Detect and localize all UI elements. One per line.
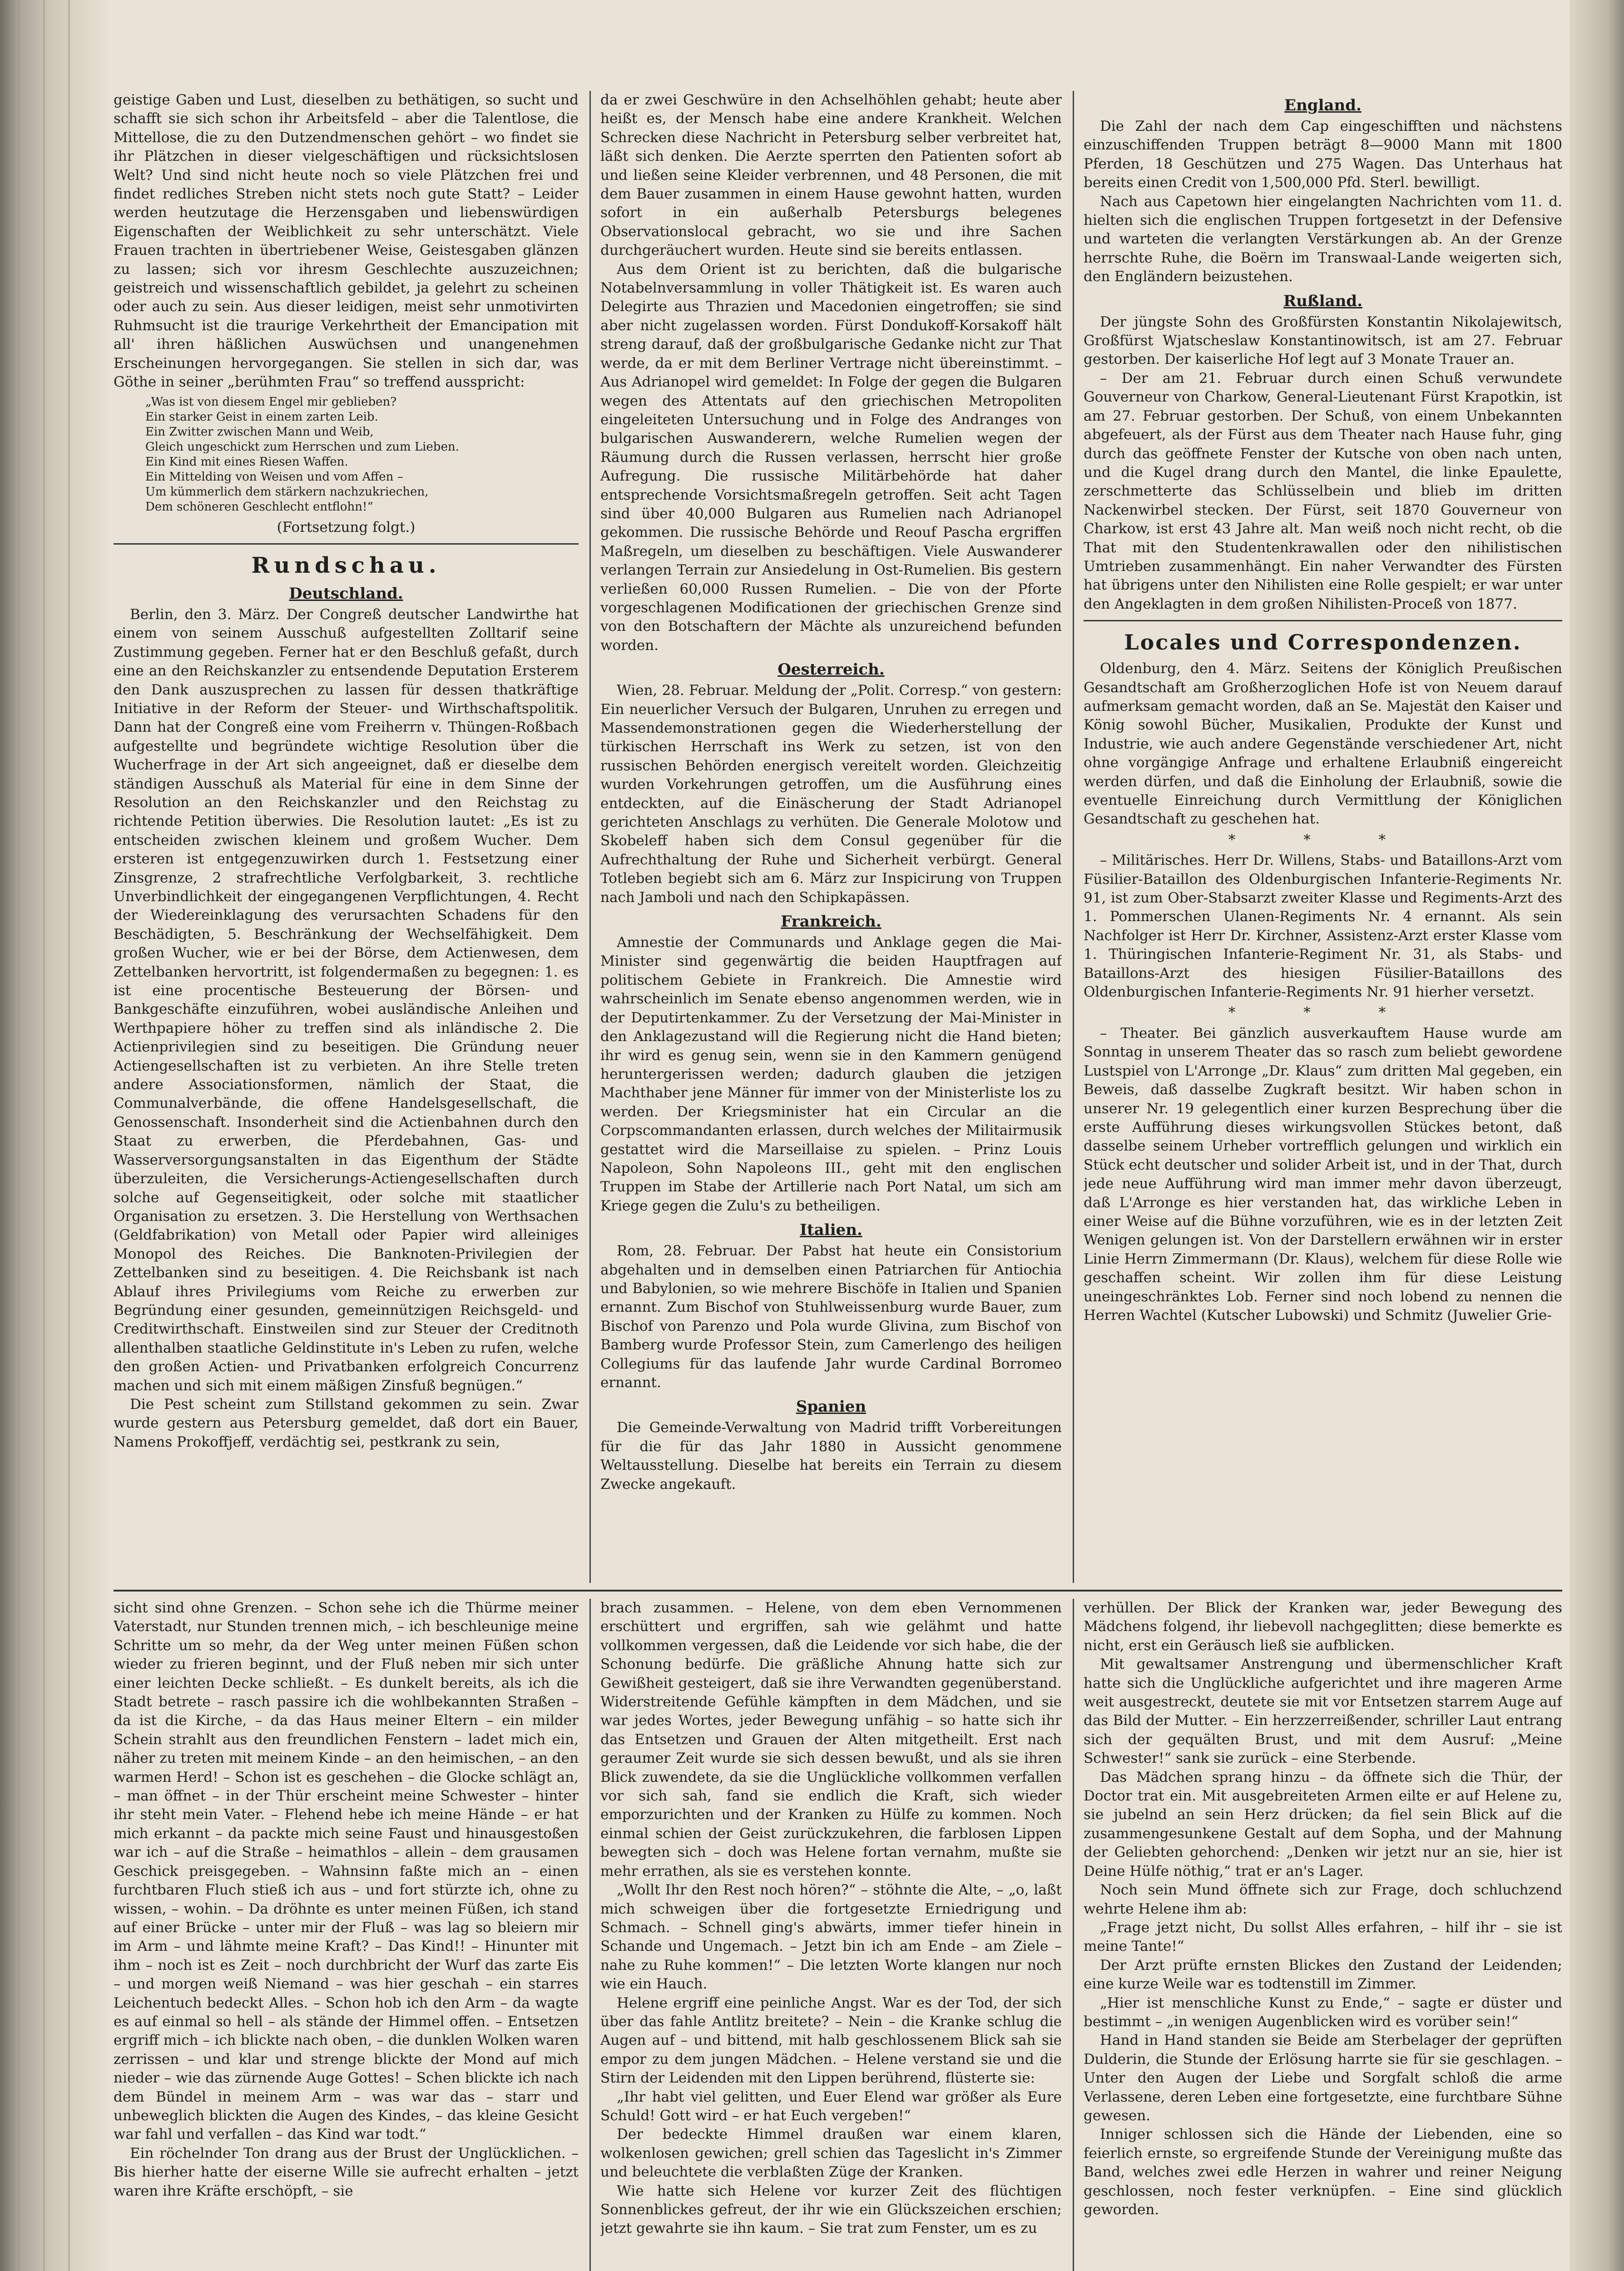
article-text: Aus dem Orient ist zu berichten, daß die bulgarische Notabelnversammlung in voller Thätigkeit ist. Es waren auch Delegirte aus Thrazien und Macedonien eingetroffen; sie sind aber nicht zugelassen worden. Fürst Dondukoff-Korsakoff hält streng darauf, daß der großbulgarische Gedanke nicht zur That werde, da er mit dem Berliner Vertrage nicht übereinstimmt. – Aus Adrianopel wird gemeldet: In Folge der gegen die Bulgaren wegen des Attentats auf den griechischen Metropoliten eingeleiteten Untersuchung und in Folge des Andranges von bulgarischen Auswanderern, welche Rumelien wegen der Räumung durch die Russen verlassen, herrscht hier große Aufregung. Die russische Militärbehörde hat daher entsprechende Vorsichtsmaßregeln getroffen. Seit acht Tagen sind über 40,000 Bulgaren aus Rumelien nach Adrianopel gekommen. Die russische Behörde und Reouf Pascha ergriffen Maßregeln, um dieselben zu beschäftigen. Viele Auswanderer verlangen Terrain zur Ansiedelung in Ost-Rumelien. Bis gestern verließen 60,000 Russen Rumelien. – Die von der Pforte vorgeschlagenen Modificationen der griechischen Grenze sind von den Botschaftern der Mächte als unzureichend befunden worden. <box>600 261 1062 654</box>
scan-left-binding <box>0 0 109 2271</box>
quote-line: Ein Mittelding von Weisen und vom Affen – <box>145 470 403 484</box>
quote-line: „Was ist von diesem Engel mir geblieben? <box>145 395 397 409</box>
story-text: „Wollt Ihr den Rest noch hören?“ – stöhnte die Alte, – „o, laßt mich schweigen über die fortgesetzte Erniedrigung und Schmach. – Schnell ging's abwärts, immer tiefer hinein in Schande und Ungemach. – Jetzt bin ich am Ende – am Ziele – nahe zu Ruhe kommen!“ – Die letzten Worte klangen nur noch wie ein Hauch. <box>600 1882 1062 1993</box>
article-text: Rom, 28. Februar. Der Pabst hat heute ein Consistorium abgehalten und in demselben einen Patriarchen für Antiochia und Babylonien, so wie mehrere Bischöfe in Italien und Spanien ernannt. Zum Bischof von Stuhlweissenburg wurde Bauer, zum Bischof von Parenzo und Pola wurde Glivina, zum Bischof von Bamberg wurde Professor Stein, zum Camerlengo des heiligen Collegiums für das laufende Jahr wurde Cardinal Borromeo ernannt. <box>600 1243 1062 1391</box>
story-text: Mit gewaltsamer Anstrengung und übermenschlicher Kraft hatte sich die Unglückliche aufgerichtet und ihre mageren Arme weit ausgestreckt, deutete sie mit vor Entsetzen starrem Auge auf das Bild der Mutter. – Ein herzzerreißender, schriller Laut entrang sich der gequälten Brust, und mit dem Ausruf: „Meine Schwester!“ sank sie zurück – eine Sterbende. <box>1084 1656 1562 1767</box>
quote-line: Ein Zwitter zwischen Mann und Weib, <box>145 425 374 439</box>
story-text: Das Mädchen sprang hinzu – da öffnete sich die Thür, der Doctor trat ein. Mit ausgebreiteten Armen eilte er auf Helene zu, sie jubelnd an sein Herz drücken; da fiel sein Blick auf die zusammengesunkene Gestalt auf dem Sopha, und der Mahnung der Geliebten gehorchend: „Denken wir jetzt nur an sie, hier ist Deine Hülfe nöthig,“ trat er an's Lager. <box>1084 1769 1562 1879</box>
subsection-heading: Deutschland. <box>289 584 403 603</box>
article-text: Die Pest scheint zum Stillstand gekommen zu sein. Zwar wurde gestern aus Petersburg gemeldet, daß dort ein Bauer, Namens Prokoffjeff, verdächtig sei, pestkrank zu sein, <box>114 1396 579 1450</box>
story-text: „Hier ist menschliche Kunst zu Ende,“ – sagte er düster und bestimmt – „in wenigen Augenblicken wird es vorüber sein!“ <box>1084 1994 1562 2030</box>
article-text: Oldenburg, den 4. März. Seitens der Königlich Preußischen Gesandtschaft am Großherzoglichen Hofe ist von Neuem darauf aufmerksam gemacht worden, daß an Se. Majestät den Kaiser und König sowohl Bücher, Musikalien, Produkte der Kunst und Industrie, wie auch andere Gegenstände verschiedener Art, nicht ohne vorgängige Anfrage und erhaltene Erlaubniß eingereicht werden dürfen, und daß die Einholung der Erlaubniß, sowie die eventuelle Einreichung durch Vermittlung der Königlichen Gesandtschaft zu geschehen hat. <box>1084 660 1562 828</box>
story-text: Helene ergriff eine peinliche Angst. War es der Tod, der sich über das fahle Antlitz breitete? – Nein – die Kranke schlug die Augen auf – und bittend, mit halb geschlossenem Blick sah sie empor zu dem jungen Mädchen. – Helene verstand sie und die Stirn der Leidenden mit den Lippen berührend, flüsterte sie: <box>600 1994 1062 2087</box>
page-edge-line <box>18 0 20 2271</box>
story-text: „Frage jetzt nicht, Du sollst Alles erfahren, – hilf ihr – sie ist meine Tante!“ <box>1084 1919 1562 1955</box>
article-text: Nach aus Capetown hier eingelangten Nachrichten vom 11. d. hielten sich die englischen Truppen fortgesetzt in der Defensive und warteten die verlangten Verstärkungen ab. An der Grenze herrschte Ruhe, die Boërn im Transwaal-Lande weigerten sich, den Engländern beizustehen. <box>1084 193 1562 285</box>
quote-line: Dem schöneren Geschlecht entflohn!“ <box>145 500 373 514</box>
feuilleton-column-1 <box>114 1599 579 2271</box>
section-heading: Locales und Correspondenzen. <box>1124 630 1522 655</box>
story-text: verhüllen. Der Blick der Kranken war, jeder Bewegung des Mädchens folgend, ihr liebevoll nachgeglitten; diese bemerkte es nicht, erst ein Geräusch ließ sie aufblicken. <box>1084 1600 1562 1654</box>
article-text: Der jüngste Sohn des Großfürsten Konstantin Nikolajewitsch, Großfürst Wjatscheslaw Konstantinowitsch, ist am 27. Februar gestorben. Der kaiserliche Hof legt auf 3 Monate Trauer an. <box>1084 313 1562 368</box>
asterism: * * * <box>1228 831 1418 848</box>
article-text: Wien, 28. Februar. Meldung der „Polit. Corresp.“ von gestern: Ein neuerlicher Versuch der Bulgaren, Unruhen zu erregen und Massendemonstrationen gegen die Wiederherstellung der türkischen Herrschaft ins Werk zu setzen, ist von den russischen Behörden energisch vereitelt worden. Gleichzeitig wurden Vorkehrungen getroffen, um die Ausführung eines entdeckten, auf die Einäscherung der Stadt Adrianopel gerichteten Anschlags zu verhüten. Die Generale Molotow und Skobeleff haben sich dem Consul gegenüber für die Aufrechthaltung der Ruhe und Sicherheit verbürgt. General Totleben begiebt sich am 6. März zur Inspicirung von Truppen nach Jamboli und nach den Schipkapässen. <box>600 682 1062 906</box>
story-text: Ein röchelnder Ton drang aus der Brust der Unglücklichen. – Bis hierher hatte der eiserne Wille sie aufrecht erhalten – jetzt waren ihre Kräfte erschöpft, – sie <box>114 2145 579 2199</box>
section-divider <box>1084 620 1562 621</box>
story-text: sicht sind ohne Grenzen. – Schon sehe ich die Thürme meiner Vaterstadt, nur Stunden trennen mich, – ich beschleunige meine Schritte um so mehr, da der Weg unter meinen Füßen schon wieder zu frieren beginnt, und der Fluß neben mir sich unter einer leichten Decke schließt. – Es dunkelt bereits, als ich die Stadt betrete – rasch passire ich die wohlbekannten Straßen – da ist die Kirche, – da das Haus meiner Eltern – ein milder Schein strahlt aus den freundlichen Fenstern – ladet mich ein, näher zu treten mit meinem Kinde – an den heimischen, – an den warmen Herd! – Schon ist es geschehen – die Glocke schlägt an, – man öffnet – in der Thür erscheint meine Schwester – hinter ihr steht mein Vater. – Flehend hebe ich meine Hände – er hat mich erkannt – da packte mich seine Faust und hinausgestoßen war ich – auf die Straße – heimathlos – allein – dem grausamen Geschick preisgegeben. – Wahnsinn faßte mich an – einen furchtbaren Fluch stieß ich aus – und fort stürzte ich, ohne zu wissen, – wohin. – Da dröhnte es unter meinen Füßen, ich stand auf einer Brücke – unter mir der Fluß – was lag so bleiern mir im Arm – und lähmte meine Kraft? – Das Kind!! – Hinunter mit ihm – noch ist es Zeit – noch durchbricht der Wurf das zarte Eis – und morgen weiß Niemand – was hier geschah – ein starres Leichentuch bedeckt Alles. – Schon hob ich den Arm – da wagte es auf einmal so hell – als stände der Himmel offen. – Entsetzen ergriff mich – ich blickte nach oben, – die dunklen Wolken waren zerrissen – und klar und strenge blickte der Mond auf mich nieder – wie das zürnende Auge Gottes! – Schen blickte ich nach dem Bündel in meinem Arm – was war das – starr und unbeweglich blickten die Augen des Kindes, – das kleine Gesicht war fahl und verfallen – das Kind war todt.“ <box>114 1600 579 2143</box>
article-text: – Theater. Bei gänzlich ausverkauftem Hause wurde am Sonntag in unserem Theater das so rasch zum beliebt gewordene Lustspiel von L'Arronge „Dr. Klaus“ zum dritten Mal gegeben, ein Beweis, daß dasselbe Zugkraft besitzt. Wir haben schon in unserer Nr. 19 gelegentlich einer kurzen Besprechung über die erste Aufführung dieses wirkungsvollen Stückes betont, daß dasselbe seinem Urheber vortrefflich gelungen und wirklich ein Stück echt deutscher und solider Arbeit ist, und in der That, durch jede neue Aufführung wird man immer mehr davon überzeugt, daß L'Arronge es hier verstanden hat, das wirkliche Leben in einer Weise auf die Bühne vorzuführen, wie es in der letzten Zeit Wenigen gelungen ist. Von der Darstellern erwähnen wir in erster Linie Herrn Zimmermann (Dr. Klaus), welchem für diese Rolle wie geschaffen scheint. Wir zollen ihm für diese Leistung uneingeschränktes Lob. Ferner sind noch lobend zu nennen die Herren Wachtel (Kutscher Lubowski) und Schmitz (Juwelier Grie- <box>1084 1025 1562 1324</box>
scan-right-edge <box>1570 0 1624 2271</box>
article-text: – Der am 21. Februar durch einen Schuß verwundete Gouverneur von Charkow, General-Lieutenant Fürst Krapotkin, ist am 27. Februar gestorben. Der Schuß, von einem Unbekannten abgefeuert, als der Fürst aus dem Theater nach Hause fuhr, ging durch das geöffnete Fenster der Kutsche von oben nach unten, und die Kugel drang durch den Mantel, die linke Epaulette, zerschmetterte das Schlüsselbein und blieb im dritten Nackenwirbel stecken. Der Fürst, seit 1870 Gouverneur von Charkow, ist erst 43 Jahre alt. Man weiß noch nicht recht, ob die That mit den Studentenkrawallen oder den nihilistischen Umtrieben zusammenhängt. Ein naher Verwandter des Fürsten hat übrigens unter den Nihilisten eine Rolle gespielt; er war unter den Angeklagten in dem großen Nihilisten-Proceß von 1877. <box>1084 370 1562 612</box>
newspaper-page <box>114 91 1562 2271</box>
article-text: – Militärisches. Herr Dr. Willens, Stabs- und Bataillons-Arzt vom Füsilier-Bataillon des Oldenburgischen Infanterie-Regiments Nr. 91, ist zum Ober-Stabsarzt zweiter Klasse und Regiments-Arzt des 1. Pommerschen Ulanen-Regiments Nr. 4 ernannt. Als sein Nachfolger ist Herr Dr. Kirchner, Assistenz-Arzt erster Klasse vom 1. Thüringischen Infanterie-Regiment Nr. 31, als Stabs- und Bataillons-Arzt des hiesigen Füsilier-Bataillons des Oldenburgischen Infanterie-Regiments Nr. 91 hierher versetzt. <box>1084 852 1562 1001</box>
quote-line: Ein starker Geist in einem zarten Leib. <box>145 410 378 424</box>
section-divider <box>114 543 579 545</box>
column-rule <box>589 1599 591 2271</box>
story-text: brach zusammen. – Helene, von dem eben Vernommenen erschüttert und ergriffen, sah wie gelähmt und hatte vollkommen vergessen, daß die Leidende vor sich habe, die der Schonung bedürfe. Die gräßliche Ahnung hatte sich zur Gewißheit gesteigert, daß sie ihre Verwandten gegenüberstand. Widerstreitende Gefühle kämpften in dem Mädchen, und sie war jedes Wortes, jeder Bewegung unfähig – so hatte sich ihr das Entsetzen und Grauen der Alten mitgetheilt. Erst nach geraumer Zeit wurde sie sich dessen bewußt, und als sie ihren Blick zuwendete, da sie die Unglückliche vollkommen verfallen vor sich sah, fand sie endlich die Kraft, sich wieder emporzurichten und der Kranken zu Hülfe zu kommen. Noch einmal schien der Geist zurückzukehren, die farblosen Lippen bewegten sich – doch was Helene fortan vernahm, mußte sie mehr errathen, als sie es verstehen konnte. <box>600 1600 1062 1879</box>
page-edge-line <box>68 0 70 2271</box>
story-text: Hand in Hand standen sie Beide am Sterbelager der geprüften Dulderin, die Stunde der Erlösung harrte sie für sie geschlagen. – Unter den Augen der Liebe und Sorgfalt schloß die arme Verlassene, deren Leben eine fortgesetzte, eine furchtbare Sühne gewesen. <box>1084 2032 1562 2124</box>
article-text: Die Zahl der nach dem Cap eingeschifften und nächstens einzuschiffenden Truppen beträgt 8—9000 Mann mit 1800 Pferden, 18 Geschützen und 275 Wagen. Das Unterhaus hat bereits einen Credit von 1,500,000 Pfd. Sterl. bewilligt. <box>1084 118 1562 191</box>
column-rule <box>589 91 591 1583</box>
story-text: Wie hatte sich Helene vor kurzer Zeit des flüchtigen Sonnenblickes gefreut, der ihr wie ein Glückszeichen erschien; jetzt gewahrte sie ihn kaum. – Sie trat zum Fenster, um es zu <box>600 2182 1062 2237</box>
continued-note: (Fortsetzung folgt.) <box>277 519 416 536</box>
quote-line: Gleich ungeschickt zum Herrschen und zum Lieben. <box>145 440 459 454</box>
subsection-heading: Frankreich. <box>781 912 881 931</box>
story-text: Der bedeckte Himmel draußen war einem klaren, wolkenlosen gewichen; grell schien das Tageslicht in's Zimmer und beleuchtete die verblaßten Züge der Kranken. <box>600 2126 1062 2181</box>
page-edge-line <box>43 0 45 2271</box>
top-column-1 <box>114 91 579 1583</box>
asterism: * * * <box>1228 1004 1418 1021</box>
article-text: Die Gemeinde-Verwaltung von Madrid trifft Vorbereitungen für die für das Jahr 1880 in Aussicht genommene Weltausstellung. Dieselbe hat bereits ein Terrain zu diesem Zwecke angekauft. <box>600 1419 1062 1493</box>
column-rule <box>1073 91 1074 1583</box>
column-rule <box>1073 1599 1074 2271</box>
story-text: Der Arzt prüfte ernsten Blickes den Zustand der Leidenden; eine kurze Weile war es todtenstill im Zimmer. <box>1084 1957 1562 1993</box>
top-column-2 <box>600 91 1062 1583</box>
subsection-heading: Spanien <box>796 1398 866 1416</box>
feuilleton-column-2 <box>600 1599 1062 2271</box>
story-text: Noch sein Mund öffnete sich zur Frage, doch schluchzend wehrte Helene ihm ab: <box>1084 1882 1562 1917</box>
story-text: „Ihr habt viel gelitten, und Euer Elend war größer als Eure Schuld! Gott wird – er hat Euch vergeben!“ <box>600 2088 1062 2124</box>
feuilleton-divider <box>114 1590 1562 1592</box>
quote-line: Ein Kind mit eines Riesen Waffen. <box>145 455 348 469</box>
article-text: Amnestie der Communards und Anklage gegen die Mai-Minister sind gegenwärtig die beiden Hauptfragen auf politischem Gebiete in Frankreich. Die Amnestie wird wahrscheinlich im Senate ebenso angenommen werden, wie in der Deputirtenkammer. Zu der Versetzung der Mai-Minister in den Anklagezustand will die Regierung nicht die Hand bieten; ihr wird es genug sein, wenn sie in den Kammern genügend heruntergerissen werden; dadurch glauben die jetzigen Machthaber jene Männer für immer von der Ministerliste los zu werden. Der Kriegsminister hat ein Circular an die Corpscommandanten erlassen, durch welches der Militairmusik gestattet wird die Marseillaise zu spielen. – Prinz Louis Napoleon, Sohn Napoleons III., geht mit den englischen Truppen im Stabe der Artillerie nach Port Natal, um sich am Kriege gegen die Zulu's zu betheiligen. <box>600 934 1062 1214</box>
subsection-heading: Italien. <box>800 1221 862 1240</box>
article-text: da er zwei Geschwüre in den Achselhöhlen gehabt; heute aber heißt es, der Mensch habe eine andere Krankheit. Welchen Schrecken diese Nachricht in Petersburg selber verbreitet hat, läßt sich denken. Die Aerzte sperrten den Patienten sofort ab und ließen seine Kleider verbrennen, und 48 Personen, die mit dem Bauer zusammen in einem Hause gewohnt hatten, wurden sofort in ein außerhalb Petersburgs belegenes Observationslocal gebracht, wo sie und ihre Sachen durchgeräuchert wurden. Heute sind sie bereits entlassen. <box>600 92 1062 259</box>
subsection-heading: Oesterreich. <box>777 660 885 679</box>
subsection-heading: Rußland. <box>1283 292 1363 310</box>
subsection-heading: England. <box>1284 96 1362 114</box>
top-column-3 <box>1084 91 1562 1583</box>
poem-quote <box>145 395 579 515</box>
section-heading: Rundschau. <box>251 552 441 578</box>
article-text: Berlin, den 3. März. Der Congreß deutscher Landwirthe hat einem von seinem Ausschuß aufgestellten Zolltarif seine Zustimmung gegeben. Ferner hat er den Beschluß gefaßt, durch eine an den Reichskanzler zu entsendende Deputation Ersterem den Dank auszusprechen zu lassen für dessen thatkräftige Initiative in der Reform der Steuer- und Wirthschaftspolitik. Dann hat der Congreß eine vom Freiherrn v. Thüngen-Roßbach aufgestellte und begründete wichtige Resolution über die Wucherfrage in der Art sich angeeignet, daß er dieselbe dem ständigen Ausschuß als Material für eine in dem Sinne der Resolution an den Reichskanzler und den Reichstag zu richtende Petition überwies. Die Resolution lautet: „Es ist zu entscheiden zwischen kleinem und großem Wucher. Dem ersteren ist entgegenzuwirken durch 1. Festsetzung einer Zinsgrenze, 2 strafrechtliche Verfolgbarkeit, 3. rechtliche Unverbindlichkeit der eingegangenen Verpflichtungen, 4. Recht der Wiedereinklagung des verursachten Schadens für den Beschädigten, 5. Beschränkung der Wechselfähigkeit. Dem großen Wucher, wie er bei der Börse, dem Actienwesen, dem Zettelbanken hervortritt, ist folgendermaßen zu begegnen: 1. es ist eine procentische Besteuerung der Börsen- und Bankgeschäfte einzuführen, wobei ausländische Anleihen und Werthpapiere höher zu treffen sind als inländische 2. Die Actienprivilegien sind zu beseitigen. Die Gründung neuer Actiengesellschaften ist zu verbieten. An ihre Stelle treten andere Associationsformen, nämlich der Staat, die Communalverbände, die offene Handelsgesellschaft, die Genossenschaft. Insonderheit sind die Actienbahnen durch den Staat zu erwerben, die Pferdebahnen, Gas- und Wasserversorgungsanstalten in das Eigenthum der Städte überzuleiten, die Versicherungs-Actiengesellschaften durch solche auf Gegenseitigkeit, oder solche mit staatlicher Organisation zu ersetzen. 3. Die Herstellung von Werthsachen (Geldfabrikation) von Metall oder Papier wird alleiniges Monopol des Reiches. Die Banknoten-Privilegien der Zettelbanken sind zu beseitigen. 4. Die Reichsbank ist nach Ablauf ihres Privilegiums vom Reiche zu erwerben zur Begründung einer gesunden, gemeinnützigen Reichsgeld- und Creditwirthschaft. Einstweilen sind zur Steuer der Creditnoth allenthalben staatliche Geldinstitute in's Leben zu rufen, welche den großen Actien- und Privatbanken erfolgreich Concurrenz machen und sich mit einem mäßigen Zinsfuß begnügen.“ <box>114 606 579 1394</box>
story-text: Inniger schlossen sich die Hände der Liebenden, eine so feierlich ernste, so ergreifende Stunde der Vereinigung mußte das Band, welches zwei edle Herzen in wahrer und reiner Neigung geschlossen, noch fester verknüpfen. – Eine sind glücklich geworden. <box>1084 2126 1562 2218</box>
article-text: geistige Gaben und Lust, dieselben zu bethätigen, so sucht und schafft sie sich schon ihr Arbeitsfeld – aber die Talentlose, die Mittellose, die zu den Dutzendmenschen gehört – wo findet sie ihr Plätzchen in dieser vielgeschäftigen und rücksichtslosen Welt? Und sind nicht heute noch so viele Plätzchen frei und findet redliches Streben nicht stets noch gute Statt? – Leider werden heutzutage die Herzensgaben und liebenswürdigen Eigenschaften der Weiblichkeit zu sehr unterschätzt. Viele Frauen trachten in übertriebener Weise, Geistesgaben glänzen zu lassen; sich vor ihresm Geschlechte auszuzeichnen; geistreich und wissenschaftlich gebildet, ja gelehrt zu scheinen oder auch zu sein. Aus dieser leidigen, meist sehr unmotivirten Ruhmsucht ist die traurige Verkehrtheit der Emancipation mit all' ihren häßlichen Auswüchsen und unangenehmen Erscheinungen hervorgegangen. Sie stellen in sich dar, was Göthe in seiner „berühmten Frau“ so treffend ausspricht: <box>114 92 579 391</box>
quote-line: Um kümmerlich dem stärkern nachzukriechen, <box>145 485 429 499</box>
feuilleton-column-3 <box>1084 1599 1562 2271</box>
